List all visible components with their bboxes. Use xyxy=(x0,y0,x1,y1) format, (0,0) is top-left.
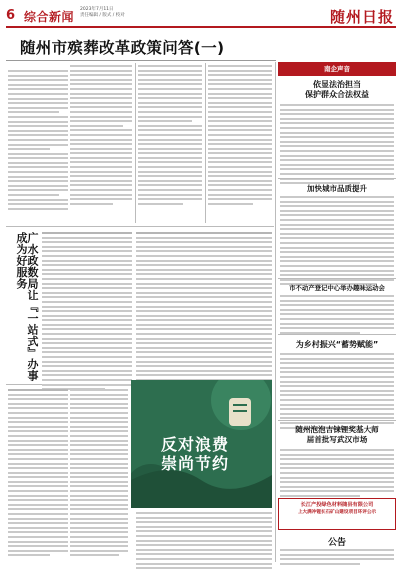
section-divider xyxy=(6,226,274,227)
masthead-meta xyxy=(80,7,125,19)
section-divider xyxy=(278,278,396,279)
right-article-body xyxy=(280,196,394,288)
masthead xyxy=(6,4,396,28)
article-column xyxy=(136,232,272,393)
page-number: 6 xyxy=(6,8,16,23)
section-divider xyxy=(278,420,396,421)
page-headline: 随州市殡葬改革政策问答(一) xyxy=(20,39,225,57)
ad-project-title: 上大满冲锂长石矿山建设项目环评公示 xyxy=(297,510,377,515)
commentary-label: 南企声音 xyxy=(278,62,396,76)
masthead-editors: 责任编辑 / 版式 / 校对 xyxy=(80,13,125,18)
poster-title xyxy=(161,435,229,473)
article-column xyxy=(70,65,132,207)
right-article-body xyxy=(280,449,394,500)
column-divider xyxy=(135,63,136,223)
campaign-poster xyxy=(131,380,272,508)
right-story-title: 市不动产登记中心举办趣味运动会 xyxy=(289,284,385,292)
notice-title: 公告 xyxy=(327,538,346,548)
article-column xyxy=(136,512,272,569)
article-column xyxy=(70,389,128,559)
poster-title-line1: 反对浪费 xyxy=(161,435,230,454)
poster-title-line2: 崇尚节约 xyxy=(161,454,230,473)
headline-divider xyxy=(6,60,276,61)
right-article-body xyxy=(280,295,394,336)
masthead-date: 2023年7月11日 xyxy=(80,7,114,12)
ad-company-name: 长江产投绿色材料随县有限公司 xyxy=(300,502,374,508)
notice-body xyxy=(280,549,394,567)
right-article-body xyxy=(280,104,394,187)
article-column xyxy=(42,232,132,393)
section-divider xyxy=(278,334,396,335)
right-story-title xyxy=(278,80,396,100)
right-story-title xyxy=(278,425,396,445)
right-story-title-line2: 届首批写武汉市场 xyxy=(306,435,368,444)
article-column xyxy=(138,65,202,207)
right-story-title-line1: 随州泡泡吉铼锂奖基大师 xyxy=(295,425,379,434)
paper-logo: 随州日报 xyxy=(329,8,394,26)
article-column xyxy=(8,389,68,559)
column-divider xyxy=(275,62,276,562)
right-story-title: 加快城市品质提升 xyxy=(307,184,367,193)
section-name: 综合新闻 xyxy=(24,10,75,24)
article-column xyxy=(8,65,68,212)
article-column xyxy=(208,65,272,207)
vertical-story-title: 广水政数局让『一站式』办事成为好服务 xyxy=(15,232,39,382)
right-story-title: 为乡村振兴“蓄势赋能” xyxy=(295,340,379,349)
right-story-title-line1: 依显法治担当 xyxy=(313,80,361,89)
right-story-title-line2: 保护群众合法权益 xyxy=(305,90,369,99)
section-divider xyxy=(278,178,396,179)
advertisement-box xyxy=(278,498,396,530)
column-divider xyxy=(205,63,206,223)
